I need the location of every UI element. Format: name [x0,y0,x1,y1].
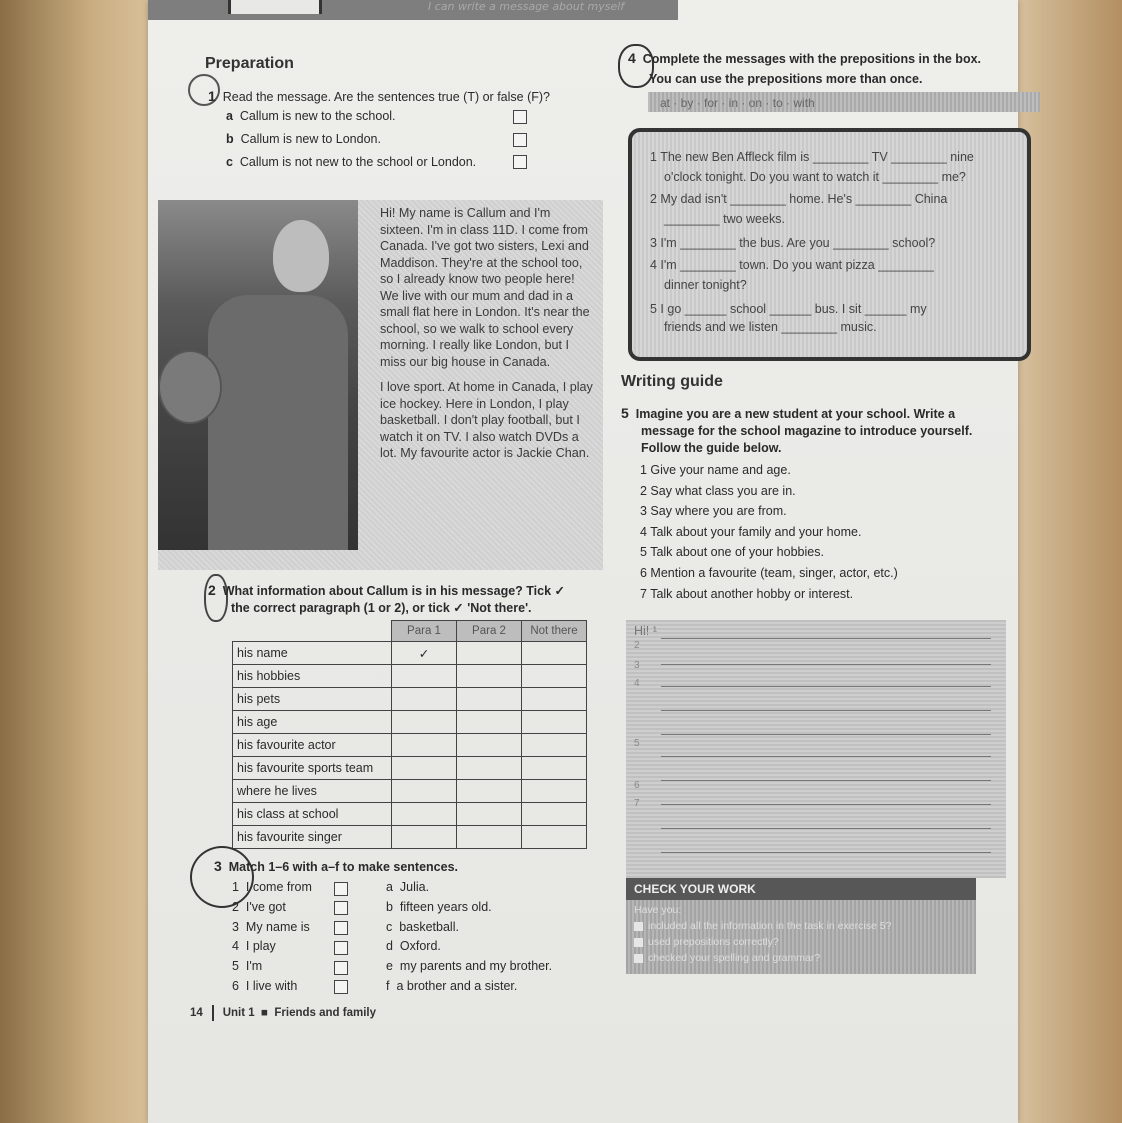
cell-not-there[interactable] [522,711,587,734]
callum-message [380,205,595,471]
cell-para2[interactable] [457,803,522,826]
ex4-instruction-line1: Complete the messages with the prepositions in the box. [642,52,982,66]
writing-line [661,710,991,711]
row-label: his favourite singer [233,826,392,849]
line-number: 6 [634,780,640,791]
table-row [233,826,587,849]
ex5-instruction [621,405,972,457]
writing-line [661,638,991,639]
ex5-number: 5 [621,405,629,421]
match-box-5[interactable] [334,961,348,975]
msg-text: 2 My dad isn't [650,192,727,206]
worksheet-page [148,0,1018,1123]
ex2-header-para1: Para 1 [392,621,457,642]
ex5-guide-steps [640,460,898,604]
list-item: 3 Say where you are from. [640,504,787,519]
table-row [233,665,587,688]
ex1-item-c-answer-box[interactable] [513,155,527,169]
table-row [233,688,587,711]
top-strip [148,0,678,20]
page-number: 14 [190,1007,203,1020]
cell-para2[interactable] [457,665,522,688]
cell-not-there[interactable] [522,780,587,803]
check-item-text: used prepositions correctly? [648,936,779,948]
photo-figure-head [273,220,329,292]
top-strip-text: I can write a message about myself [428,0,625,13]
ex1-instruction [208,88,550,104]
cell-para1[interactable] [392,734,457,757]
ex3-instruction [214,858,458,874]
list-item [232,937,312,957]
list-item: 2 Say what class you are in. [640,483,796,498]
line-number: 2 [634,640,640,651]
cell-not-there[interactable] [522,665,587,688]
msg-text: the bus. Are you [739,236,830,250]
list-item: 4 Talk about your family and your home. [640,524,862,539]
list-item [232,977,312,997]
preposition-box [648,92,1040,112]
row-label: his favourite sports team [233,757,392,780]
list-item [232,918,312,938]
writing-line [661,804,991,805]
list-item [232,957,312,977]
list-item [386,878,552,898]
row-label: his class at school [233,803,392,826]
preparation-title: Preparation [205,55,294,72]
message-1-line1: 1 The new Ben Affleck film is ________ TV ________ nine [650,150,974,164]
cell-para1[interactable] [392,780,457,803]
item-text: my parents and my brother. [399,959,553,974]
ex3-number: 3 [214,858,222,874]
ex3-answer-boxes [334,878,348,997]
item-letter: b [386,899,393,914]
check-item-3 [634,952,820,964]
msg-text: 3 I'm [650,236,677,250]
ex2-header-para2: Para 2 [457,621,522,642]
cell-not-there[interactable] [522,826,587,849]
ex3-left-list [232,878,312,997]
item-text: a brother and a sister. [396,978,518,993]
item-text: I'm [245,959,263,974]
msg-text: home. He's [789,192,853,206]
message-2-line2: ________ two weeks. [664,212,785,226]
ex1-number: 1 [208,88,216,104]
item-text: basketball. [399,919,459,934]
message-1-line2: o'clock tonight. Do you want to watch it ________ me? [664,170,966,184]
msg-text: TV [871,150,888,164]
msg-text: nine [950,150,974,164]
msg-text: 1 The new Ben Affleck film is [650,150,810,164]
page-footer [190,1005,376,1021]
list-item [386,918,552,938]
cell-para1[interactable] [392,803,457,826]
row-label: his hobbies [233,665,392,688]
ex1-item-b [226,132,381,146]
cell-para1[interactable] [392,665,457,688]
ex2-header-empty [233,621,392,642]
ex4-instruction-line2: You can use the prepositions more than once. [649,72,923,86]
photo-figure-body [208,295,348,550]
match-box-1[interactable] [334,882,348,896]
writing-line [661,664,991,665]
ex2-number: 2 [208,582,216,598]
table-row [233,780,587,803]
messages-box [628,128,1031,361]
check-your-work-box [626,878,976,974]
checkbox-icon[interactable] [634,922,643,931]
message-paragraph-2: I love sport. At home in Canada, I play ice hockey. Here in London, I play basketball. I don't play football, but I watch it on TV. I also watch DVDs a lot. My favourite actor is Jackie Chan. [380,380,593,460]
match-box-4[interactable] [334,941,348,955]
item-letter: e [386,959,393,974]
check-item-2 [634,936,779,948]
message-4-line1: 4 I'm ________ town. Do you want pizza ________ [650,258,934,272]
ex3-right-list [386,878,552,997]
list-item: 6 Mention a favourite (team, singer, actor, etc.) [640,565,898,580]
ex1-item-a-answer-box[interactable] [513,110,527,124]
check-item-1 [634,920,891,932]
checkbox-icon[interactable] [634,938,643,947]
list-item [232,878,312,898]
match-box-2[interactable] [334,901,348,915]
item-number: 3 [232,919,239,934]
list-item [386,957,552,977]
msg-text: school? [892,236,936,250]
row-label: his age [233,711,392,734]
item-letter: d [386,939,393,954]
cell-para2[interactable] [457,780,522,803]
row-label: where he lives [233,780,392,803]
ex2-instruction-line2: the correct paragraph (1 or 2), or tick ✓ 'Not there'. [231,601,532,615]
item-letter: c [386,919,393,934]
ex1-instruction-text: Read the message. Are the sentences true (T) or false (F)? [222,90,550,104]
match-box-6[interactable] [334,980,348,994]
footer-bullet: ■ [257,1007,272,1020]
item-letter: f [386,978,390,993]
cell-para2[interactable] [457,711,522,734]
cell-not-there[interactable] [522,803,587,826]
table-row [233,803,587,826]
ex4-number: 4 [628,50,636,66]
item-text: Julia. [399,880,430,894]
list-item [386,898,552,918]
msg-text: town. Do you want pizza [739,258,875,272]
msg-text: music. [840,320,877,334]
msg-text: China [914,192,948,206]
match-box-3[interactable] [334,921,348,935]
item-number: 6 [232,978,239,993]
writing-line [661,852,991,853]
footer-divider [212,1005,214,1021]
item-text: I live with [245,978,298,993]
ex2-header-not-there: Not there [522,621,587,642]
footer-topic: Friends and family [274,1007,377,1020]
check-intro: Have you: [634,904,682,916]
table-row [233,711,587,734]
ex5-instruction-line3: Follow the guide below. [641,441,782,455]
top-strip-notch [228,0,322,14]
ex1-item-a [226,109,396,123]
writing-area[interactable] [626,620,1006,878]
ex1-item-b-text: Callum is new to London. [240,132,381,146]
message-5-line1: 5 I go ______ school ______ bus. I sit ______ my [650,302,927,316]
item-text: My name is [245,919,310,934]
item-text: Oxford. [399,939,441,954]
list-item [386,977,552,997]
check-item-text: included all the information in the task in exercise 5? [648,920,892,932]
cell-para2[interactable] [457,757,522,780]
table-row [233,642,587,665]
writing-start: Hi! ¹ [634,624,657,638]
message-2-line1: 2 My dad isn't ________ home. He's ________ China [650,192,948,206]
msg-text: o'clock tonight. Do you want to watch it [664,170,879,184]
msg-text: 5 I go [650,302,682,316]
line-number: 4 [634,678,640,689]
item-number: 5 [232,959,239,974]
item-text: I play [245,939,276,954]
ex1-item-c-text: Callum is not new to the school or London. [239,155,477,169]
ex1-item-a-letter: a [226,109,233,123]
cell-para1[interactable] [392,711,457,734]
ex5-instruction-line1: Imagine you are a new student at your school. Write a [635,407,956,421]
ex2-table [232,620,587,849]
ex2-table-header-row [233,621,587,642]
list-item: 1 Give your name and age. [640,463,791,477]
writing-line [661,734,991,735]
list-item [386,937,552,957]
msg-text: bus. I sit [814,302,862,316]
item-number: 4 [232,939,239,954]
msg-text: 4 I'm [650,258,677,272]
cell-para1[interactable] [392,826,457,849]
cell-para2[interactable] [457,642,522,665]
list-item: 7 Talk about another hobby or interest. [640,586,854,601]
msg-text: school [729,302,767,316]
writing-line [661,686,991,687]
ex2-instruction [208,582,565,598]
wall-left [0,0,150,1123]
ex4-instruction [628,50,981,66]
photo-basketball [158,350,222,424]
check-item-text: checked your spelling and grammar? [648,952,821,964]
ex1-item-a-text: Callum is new to the school. [239,109,396,123]
row-label: his name [233,642,392,665]
checkbox-icon[interactable] [634,954,643,963]
list-item: 5 Talk about one of your hobbies. [640,545,824,560]
writing-line [661,756,991,757]
callum-message-panel [158,200,603,570]
ex1-item-c-letter: c [226,155,233,169]
message-4-line2: dinner tonight? [664,278,747,292]
table-row [233,734,587,757]
message-paragraph-1: Hi! My name is Callum and I'm sixteen. I'm in class 11D. I come from Canada. I've got two sisters, Lexi and Maddison. They're at the school too, so I already know two people here! We live with our mum and dad in a small flat here in London. It's near the school, so we walk to school every morning. I really like London, but I miss our big house in Canada. [380,206,590,369]
writing-guide-title: Writing guide [621,373,723,390]
footer-unit: Unit 1 [222,1007,255,1020]
row-label: his pets [233,688,392,711]
ex2-instruction-line1: What information about Callum is in his message? Tick ✓ [222,584,565,598]
msg-text: my [909,302,927,316]
row-label: his favourite actor [233,734,392,757]
check-your-work-title: CHECK YOUR WORK [626,878,976,900]
ex1-item-b-letter: b [226,132,234,146]
line-number: 5 [634,738,640,749]
ex3-instruction-text: Match 1–6 with a–f to make sentences. [228,860,459,874]
item-text: I've got [245,899,286,914]
item-number: 1 [232,880,239,894]
cell-para2[interactable] [457,688,522,711]
message-5-line2: friends and we listen ________ music. [664,320,877,334]
item-number: 2 [232,899,239,914]
ex1-item-b-answer-box[interactable] [513,133,527,147]
cell-not-there[interactable] [522,688,587,711]
cell-para1[interactable]: ✓ [392,642,457,665]
preposition-list: at · by · for · in · on · to · with [660,96,815,110]
cell-not-there[interactable] [522,642,587,665]
msg-text: two weeks. [723,212,785,226]
item-letter: a [386,880,393,894]
item-text: fifteen years old. [399,899,492,914]
writing-line [661,828,991,829]
cell-para1[interactable] [392,688,457,711]
line-number: 7 [634,798,640,809]
cell-not-there[interactable] [522,734,587,757]
msg-text: me? [941,170,966,184]
cell-para2[interactable] [457,734,522,757]
cell-para1[interactable] [392,757,457,780]
callum-photo [158,200,358,550]
table-row [233,757,587,780]
line-number: 3 [634,660,640,671]
ex5-instruction-line2: message for the school magazine to introduce yourself. [641,424,973,438]
item-text: I come from [245,880,312,894]
list-item [232,898,312,918]
msg-text: friends and we listen [664,320,778,334]
cell-para2[interactable] [457,826,522,849]
message-3: 3 I'm ________ the bus. Are you ________ school? [650,236,936,250]
writing-line [661,780,991,781]
ex1-item-c [226,155,476,169]
cell-not-there[interactable] [522,757,587,780]
